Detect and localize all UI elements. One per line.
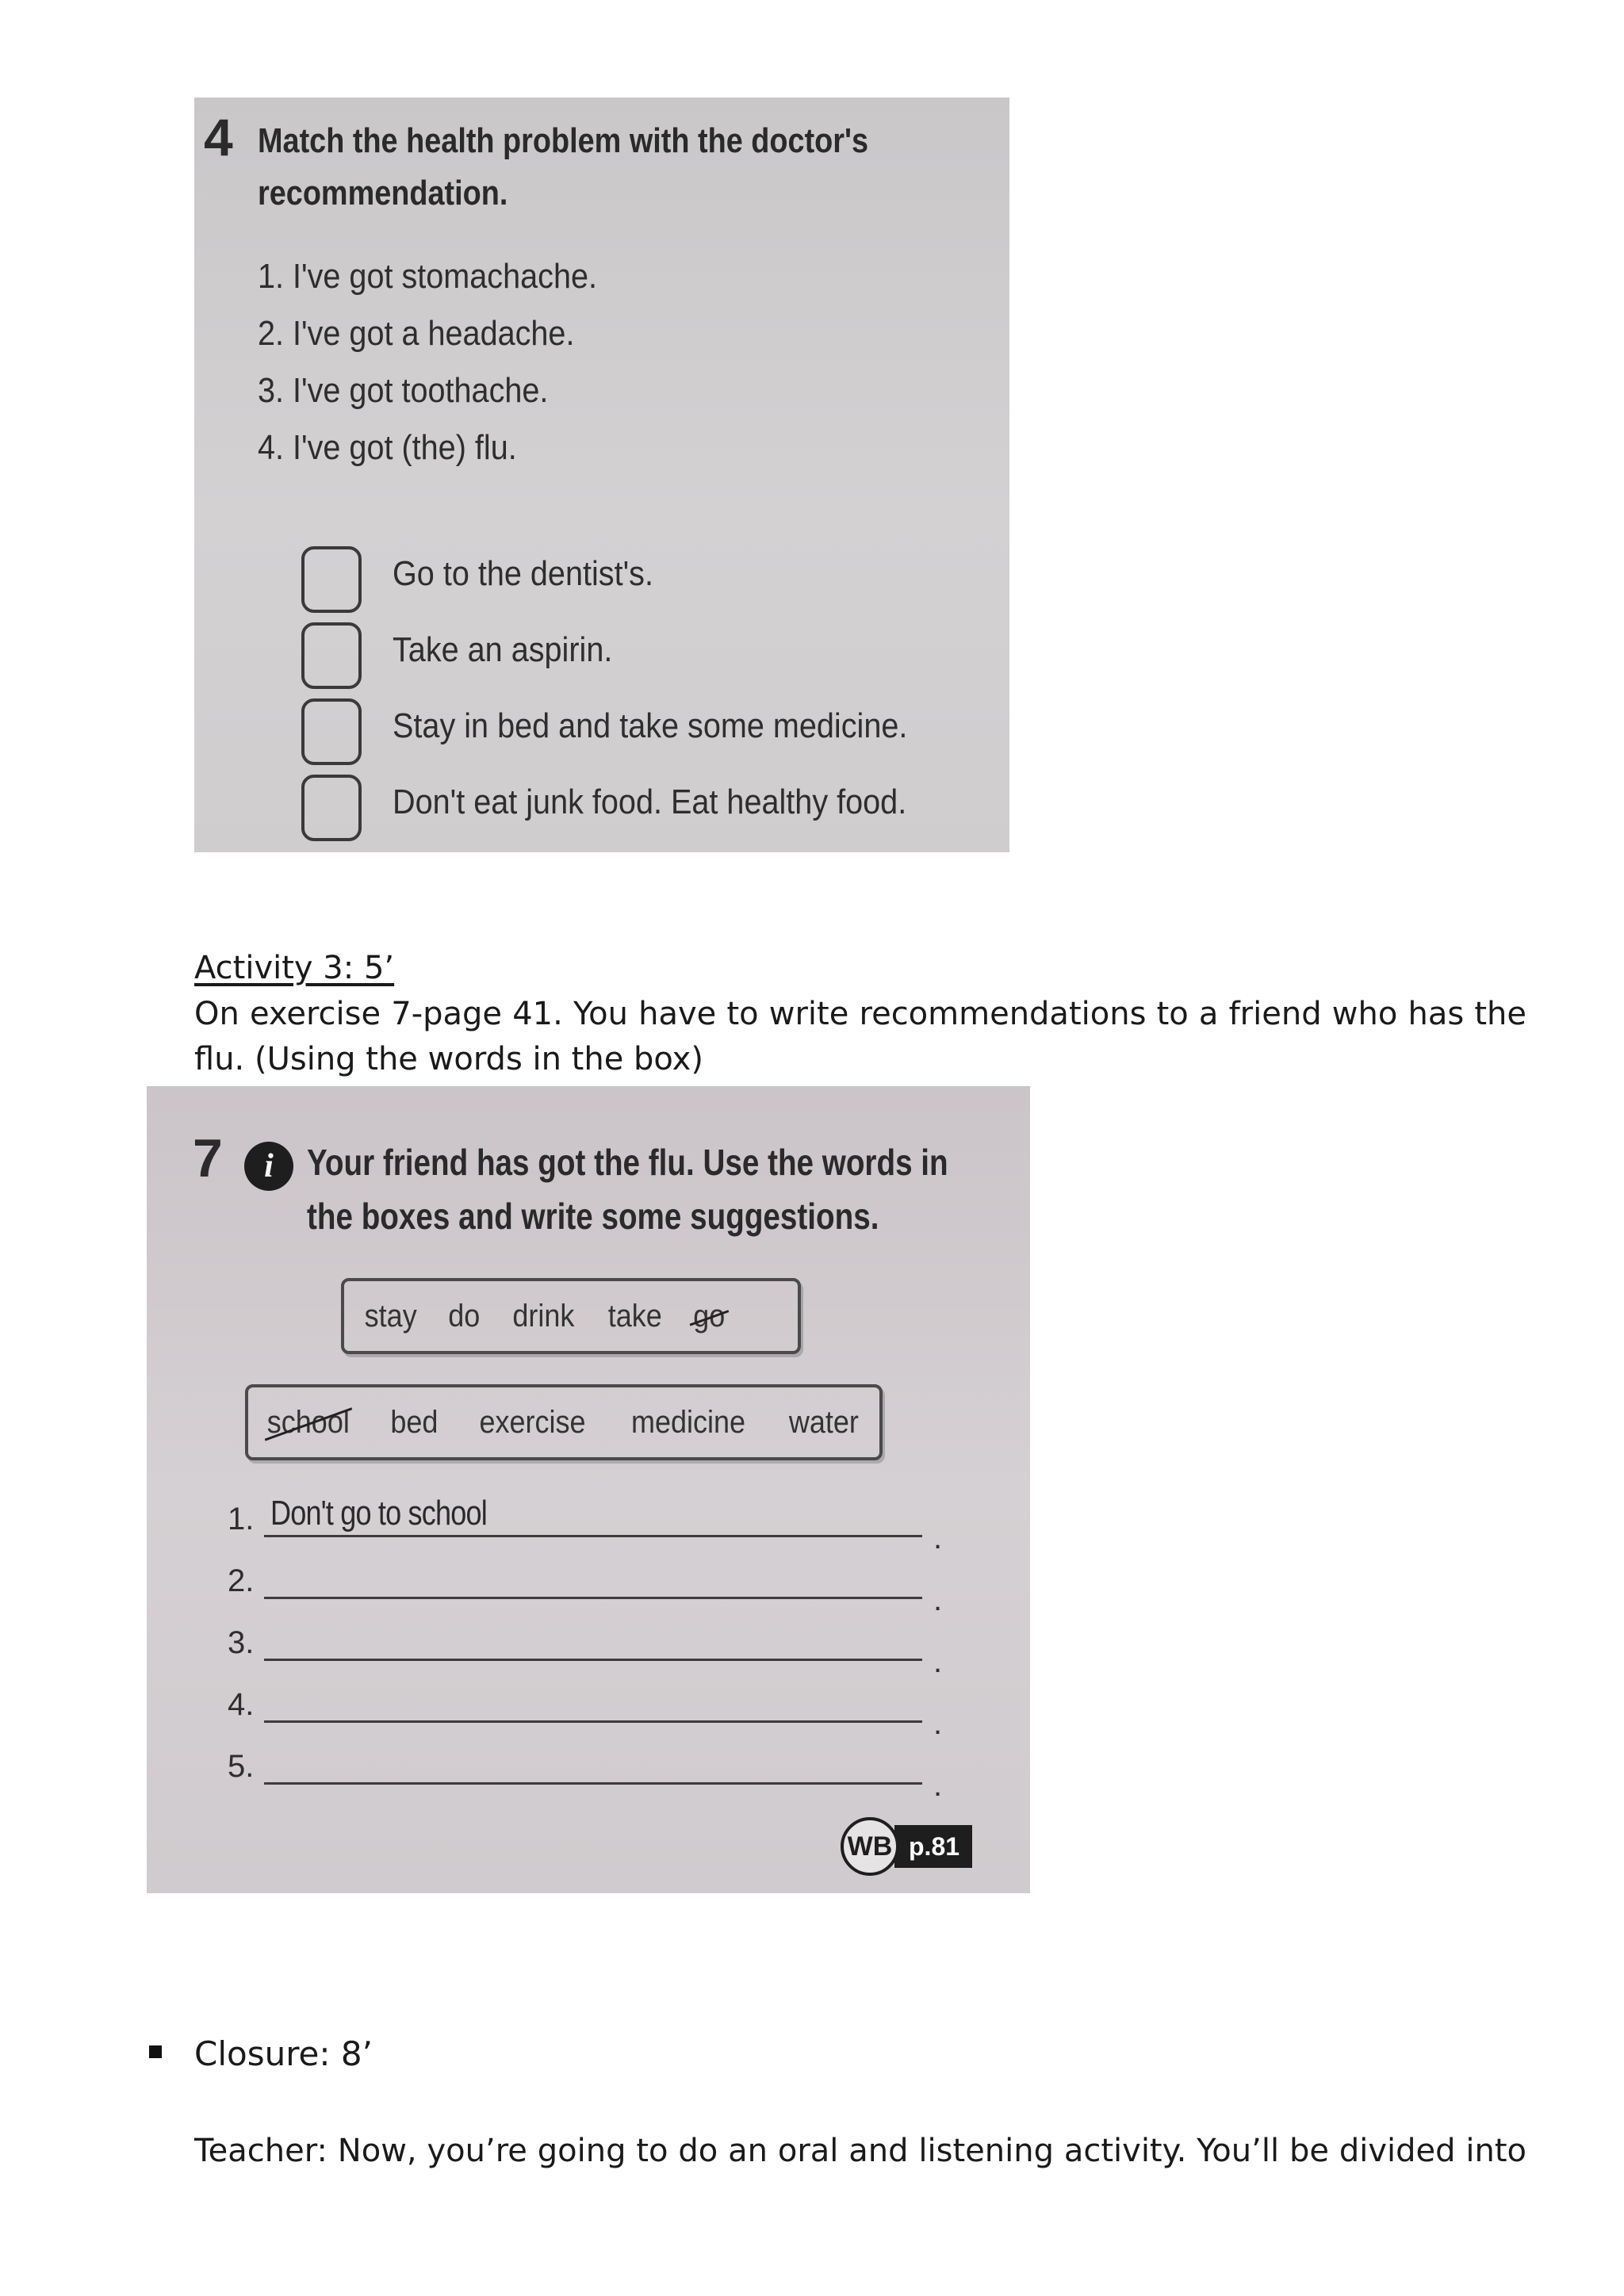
word: stay bbox=[364, 1298, 417, 1334]
exercise-title-line: Match the health problem with the doctor's bbox=[258, 121, 869, 160]
exercise-title bbox=[258, 115, 871, 220]
write-line bbox=[264, 1782, 922, 1785]
exercise-number: 7 bbox=[193, 1128, 223, 1188]
word: drink bbox=[512, 1298, 575, 1334]
line-period: . bbox=[933, 1706, 943, 1741]
info-icon: i bbox=[244, 1142, 293, 1191]
activity-instruction: On exercise 7-page 41. You have to write recommendations to a friend who has the bbox=[194, 996, 1526, 1032]
exercise-title-line: Your friend has got the flu. Use the words in bbox=[307, 1142, 948, 1183]
answer-checkbox bbox=[301, 698, 362, 765]
handwritten-answer: Don't go to school bbox=[270, 1494, 487, 1533]
answer-line bbox=[228, 1494, 943, 1556]
exercise-title-line: the boxes and write some suggestions. bbox=[307, 1196, 879, 1237]
answer-checkbox bbox=[301, 775, 362, 841]
answer-line bbox=[228, 1621, 943, 1679]
activity-heading: Activity 3: 5’ bbox=[194, 950, 395, 986]
write-line bbox=[264, 1535, 922, 1537]
exercise-title-line: recommendation. bbox=[258, 174, 508, 212]
exercise-7-photo bbox=[147, 1086, 1030, 1893]
line-period: . bbox=[933, 1521, 943, 1556]
recommendation-text: Take an aspirin. bbox=[393, 630, 613, 669]
health-problem: 3. I've got toothache. bbox=[258, 371, 549, 410]
verb-word-box bbox=[341, 1278, 801, 1354]
line-period: . bbox=[933, 1768, 943, 1803]
answer-checkbox bbox=[301, 622, 362, 689]
word: do bbox=[448, 1298, 481, 1334]
answer-line bbox=[228, 1682, 943, 1741]
line-number: 5. bbox=[228, 1749, 255, 1784]
line-number: 3. bbox=[228, 1625, 255, 1660]
exercise-title bbox=[307, 1135, 948, 1243]
recommendation-text: Stay in bed and take some medicine. bbox=[393, 706, 908, 745]
word-crossed-out: school bbox=[266, 1404, 350, 1440]
noun-word-box bbox=[245, 1384, 883, 1460]
workbook-page: p.81 bbox=[894, 1825, 972, 1868]
word: bed bbox=[389, 1404, 439, 1440]
write-line bbox=[264, 1720, 922, 1723]
bullet-icon bbox=[149, 2045, 162, 2058]
answer-line bbox=[228, 1559, 943, 1617]
closure-heading: Closure: 8’ bbox=[194, 2034, 373, 2073]
word: water bbox=[789, 1404, 860, 1440]
recommendation-text: Don't eat junk food. Eat healthy food. bbox=[393, 783, 907, 821]
answer-checkbox bbox=[301, 546, 362, 613]
line-number: 4. bbox=[228, 1687, 255, 1722]
health-problem: 4. I've got (the) flu. bbox=[258, 428, 517, 467]
health-problem: 1. I've got stomachache. bbox=[258, 257, 598, 296]
word: medicine bbox=[631, 1404, 746, 1440]
write-line bbox=[264, 1659, 922, 1661]
activity-instruction: flu. (Using the words in the box) bbox=[194, 1041, 703, 1077]
line-period: . bbox=[933, 1644, 943, 1679]
line-number: 2. bbox=[228, 1563, 255, 1598]
workbook-reference bbox=[841, 1816, 972, 1877]
answer-line bbox=[228, 1744, 943, 1803]
line-period: . bbox=[933, 1582, 943, 1617]
word: take bbox=[607, 1298, 662, 1334]
line-number: 1. bbox=[228, 1502, 255, 1536]
exercise-number: 4 bbox=[204, 108, 233, 166]
word: exercise bbox=[479, 1404, 586, 1440]
workbook-badge: WB bbox=[841, 1817, 899, 1876]
teacher-instruction: Teacher: Now, you’re going to do an oral and listening activity. You’ll be divided into bbox=[194, 2133, 1526, 2169]
exercise-4-photo bbox=[194, 98, 1009, 852]
write-line bbox=[264, 1597, 922, 1599]
health-problem-list bbox=[258, 248, 635, 476]
word-crossed-out: go bbox=[693, 1298, 726, 1334]
recommendation-text: Go to the dentist's. bbox=[393, 554, 653, 593]
health-problem: 2. I've got a headache. bbox=[258, 314, 575, 353]
